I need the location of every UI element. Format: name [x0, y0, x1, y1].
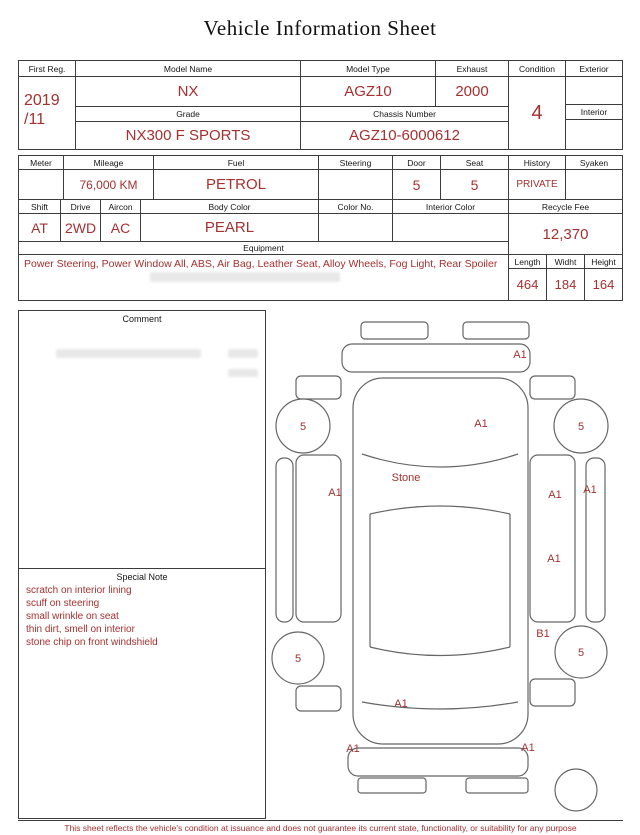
- aircon-label: Aircon: [100, 199, 141, 214]
- syaken-label: Syaken: [565, 155, 623, 170]
- damage-mark: A1: [583, 484, 597, 496]
- exhaust-value: 2000: [435, 76, 509, 107]
- interior-value: [565, 119, 623, 150]
- meter-label: Meter: [18, 155, 64, 170]
- height-label: Height: [584, 254, 623, 269]
- length-value: 464: [508, 268, 547, 301]
- exhaust-label: Exhaust: [435, 60, 509, 77]
- footer-disclaimer: This sheet reflects the vehicle's condition at issuance and does not guarantee its current state, functionality, or suitability for any purpose: [64, 823, 577, 833]
- damage-mark: B1: [536, 628, 550, 640]
- door-label: Door: [392, 155, 441, 170]
- faded-ink-artifact: [228, 349, 258, 358]
- model-type-value: AGZ10: [300, 76, 436, 107]
- stone-mark: Stone: [391, 472, 421, 484]
- right-door-panel: [530, 455, 575, 622]
- wheel-mark: 5: [577, 421, 585, 433]
- meter-value: [18, 169, 64, 200]
- comment-label: Comment: [122, 314, 162, 324]
- special-note-line: scratch on interior lining: [26, 585, 132, 596]
- damage-mark: A1: [346, 743, 360, 755]
- damage-mark: A1: [394, 698, 408, 710]
- interior-color-label: Interior Color: [392, 199, 509, 214]
- footer-divider: [18, 820, 623, 821]
- height-value: 164: [584, 268, 623, 301]
- drive-label: Drive: [60, 199, 101, 214]
- seat-value: 5: [440, 169, 509, 200]
- width-label: Widht: [546, 254, 585, 269]
- equipment-label: Equipment: [18, 241, 509, 255]
- door-value: 5: [392, 169, 441, 200]
- syaken-value: [565, 169, 623, 200]
- grade-value: NX300 F SPORTS: [75, 121, 301, 150]
- seat-label: Seat: [440, 155, 509, 170]
- condition-label: Condition: [508, 60, 566, 77]
- interior-label: Interior: [565, 104, 623, 120]
- car-diagram: [268, 312, 636, 812]
- interior-color-value: [392, 213, 509, 242]
- equipment-value: Power Steering, Power Window All, ABS, Air Bag, Leather Seat, Alloy Wheels, Fog Light, Rear Spoiler: [18, 254, 509, 301]
- left-rocker-panel: [276, 458, 293, 622]
- model-name-label: Model Name: [75, 60, 301, 77]
- color-no-label: Color No.: [318, 199, 393, 214]
- left-rear-fender: [296, 686, 341, 711]
- damage-mark: A1: [547, 553, 561, 565]
- recycle-fee-value: 12,370: [508, 213, 623, 255]
- page-title: Vehicle Information Sheet: [203, 16, 437, 40]
- wheel-mark: 5: [294, 653, 302, 665]
- body-color-value: PEARL: [140, 213, 319, 242]
- fuel-value: PETROL: [153, 169, 319, 200]
- special-note-line: thin dirt, smell on interior: [26, 624, 135, 635]
- chassis-number-label: Chassis Number: [300, 106, 509, 122]
- history-value: PRIVATE: [508, 169, 566, 200]
- left-door-panel: [296, 455, 341, 622]
- right-rear-fender: [530, 679, 575, 706]
- faded-ink-artifact: [150, 272, 340, 282]
- drive-value: 2WD: [60, 213, 101, 242]
- steering-value: [318, 169, 393, 200]
- exterior-label: Exterior: [565, 60, 623, 77]
- shift-label: Shift: [18, 199, 61, 214]
- faded-ink-artifact: [228, 369, 258, 377]
- history-label: History: [508, 155, 566, 170]
- special-note-label: Special Note: [116, 572, 168, 582]
- shift-value: AT: [18, 213, 61, 242]
- damage-mark: A1: [548, 489, 562, 501]
- car-body: [353, 378, 528, 744]
- rear-bumper: [348, 748, 528, 776]
- special-note-line: scuff on steering: [26, 598, 100, 609]
- spare-wheel: [555, 769, 597, 811]
- exterior-value: [565, 76, 623, 105]
- first-reg-month: /11: [24, 111, 46, 129]
- mileage-label: Mileage: [63, 155, 154, 170]
- special-note-line: stone chip on front windshield: [26, 637, 158, 648]
- wheel-mark: 5: [577, 647, 585, 659]
- steering-label: Steering: [318, 155, 393, 170]
- car-body-shapes: [272, 322, 608, 811]
- model-name-value: NX: [75, 76, 301, 107]
- body-color-label: Body Color: [140, 199, 319, 214]
- mileage-value: 76,000 KM: [63, 169, 154, 200]
- wheel-mark: 5: [299, 421, 307, 433]
- left-front-fender: [296, 376, 341, 399]
- damage-mark: A1: [513, 349, 527, 361]
- special-note-list: [26, 584, 258, 649]
- condition-value: 4: [508, 76, 566, 150]
- width-value: 184: [546, 268, 585, 301]
- fuel-label: Fuel: [153, 155, 319, 170]
- first-reg-label: First Reg.: [18, 60, 76, 77]
- model-type-label: Model Type: [300, 60, 436, 77]
- color-no-value: [318, 213, 393, 242]
- damage-mark: A1: [328, 487, 342, 499]
- front-bumper: [342, 344, 530, 372]
- length-label: Length: [508, 254, 547, 269]
- first-reg-year: 2019: [24, 92, 60, 109]
- faded-ink-artifact: [56, 349, 201, 358]
- special-note-line: small wrinkle on seat: [26, 611, 119, 622]
- right-rocker-panel: [586, 458, 605, 622]
- right-front-fender: [530, 376, 575, 399]
- damage-mark: A1: [474, 418, 488, 430]
- aircon-value: AC: [100, 213, 141, 242]
- recycle-fee-label: Recycle Fee: [508, 199, 623, 214]
- grade-label: Grade: [75, 106, 301, 122]
- first-reg-value: [18, 76, 76, 150]
- damage-mark: A1: [521, 742, 535, 754]
- chassis-number-value: AGZ10-6000612: [300, 121, 509, 150]
